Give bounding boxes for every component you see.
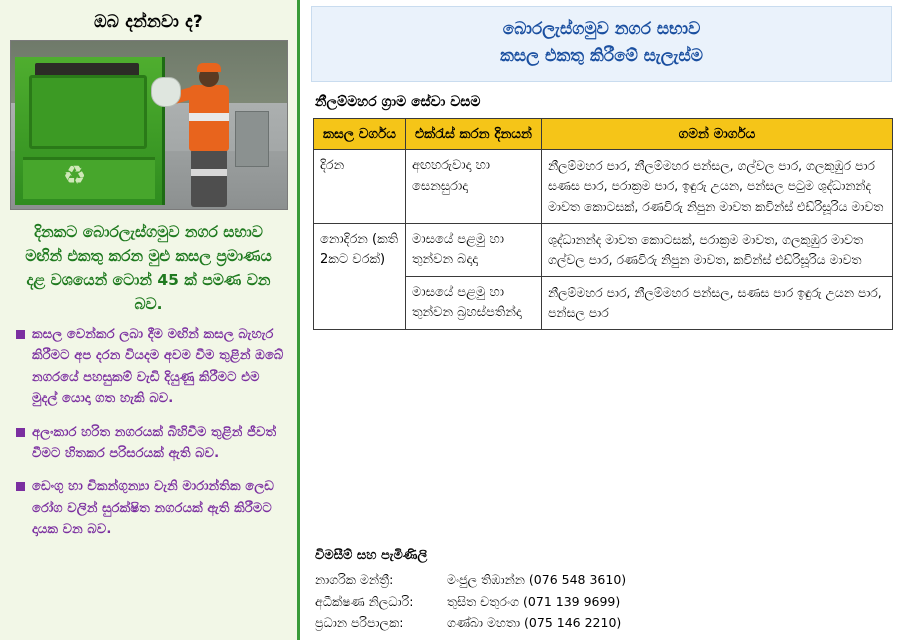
bullet-square-icon [16,428,25,437]
contact-role: නාගරික මන්ත්‍රී: [315,572,394,587]
bullet-square-icon [16,330,25,339]
left-info-panel [0,0,300,640]
photo-worker-leg-stripe [191,169,227,176]
contact-role: ප්‍රධාන පරිපාලක: [315,615,404,630]
photo-worker-cap [197,63,221,72]
cell-waste-type: දිරන [314,150,406,223]
contact-section [315,548,875,634]
contact-row [315,591,875,613]
table-row [314,150,893,223]
cell-route: නීලම්මහර පාර, නීලම්මහර පන්සල, සණස පාර ඉඳුරු උයන පාර, පන්සල පාර [542,276,893,329]
contact-row [315,569,875,591]
page-title-line1: බොරලැස්ගමුව නගර සභාව [502,19,701,39]
column-header-route: ගමන් මාර්ගය [542,119,893,150]
photo-truck-panel [29,75,147,149]
photo-bin [235,111,269,167]
contact-row [315,612,875,634]
column-header-waste-type: කසල වර්ගය [314,119,406,150]
left-panel-lead-text: දිනකට බොරලැස්ගමුව නගර සභාව මඟින් එකතු කරන මුළු කසල ප්‍රමාණය දළ වශයෙන් ටොන් 45 ක් පමණ වන බව. [25,223,272,314]
table-row [314,223,893,276]
photo-truck-hopper [23,157,155,199]
list-item [16,422,285,465]
collection-schedule-table [313,118,893,330]
cell-route: ශුද්ධානන්ද මාවත කොටසක්, පරාක්‍රම මාවත, ගලකුඹුර මාවත ගල්වල පාර, රණවිරු නිපුන මාවත, කවින්ස් එඩ්රිසූරිය මාවත [542,223,893,276]
contact-name: තුසිත චතුරංග (071 139 9699) [447,593,621,609]
cell-route: නීලම්මහර පාර, නීලම්මහර පන්සල, ගල්වල පාර, ගලකුඹුර පාර සණස පාර, පරාක්‍රම පාර, ඉඳුරු උයන, පන්සල පටුම ශුද්ධානන්ද මාවත කොටසක්, රණවිරු නිපුන මාවත කවින්ස් එඩ්රිසූරිය මාවත [542,150,893,223]
list-item [16,476,285,540]
page-title-line2: කසල එකතු කිරීමේ සැලැස්ම [500,46,703,67]
division-subtitle: නීලම්මහර ග්‍රාම සේවා වසම [315,94,481,111]
contact-name: ගණ්බා මහතා (075 146 2210) [447,615,622,630]
photo-truck-body [15,57,165,205]
cell-collection-days: මාසයේ පළමු හා තුන්වන බ්‍රහස්පතින්දා [406,276,542,329]
right-schedule-panel [303,0,900,640]
contact-section-title: විමසීම් සහ පැමිණිලි [315,548,428,563]
contact-role: අධීක්ෂණ නිලධාරි: [315,593,414,609]
cell-collection-days: මාසයේ පළමු හා තුන්වන බදාදා [406,223,542,276]
photo-garbage-bag [151,77,181,107]
photo-worker-vest-stripe [189,113,229,121]
list-item-label: කසල වෙන්කර ලබා දීම මඟින් කසල බැහැර කිරීමට අප දරන වියදම අවම වීම තුළින් ඔබේ නගරයේ පහසුකම් වැඩි දියුණු කිරීමට එම මුදල් යොදා ගත හැකි බව. [32,327,284,407]
photo-worker-legs [191,149,227,207]
recycle-icon: ♻ [63,161,87,191]
list-item-label: ඩෙංගු හා චිකන්ගුන්‍යා වැනි මාරාන්තික ලෙඩ රෝග වලින් සුරක්ෂිත නගරයක් ඇති කිරීමට දායක වන බව. [32,479,275,538]
contact-name: මංජුල තිඹාන්න (076 548 3610) [447,572,627,587]
table-header-row [314,119,893,150]
list-item-label: අලංකාර හරිත නගරයක් බිහිවීම තුළින් ජීවත් වීමට හිතකර පරිසරයක් ඇති බව. [32,424,277,461]
cell-waste-type: නොදිරන (කති 2කට වරක්) [314,223,406,330]
cell-collection-days: අඟහරුවාදා හා සෙනසුරාදා [406,150,542,223]
bullet-square-icon [16,482,25,491]
list-item [16,324,285,410]
left-panel-title: ඔබ දන්නවා ද? [94,12,203,32]
garbage-truck-worker-photo [10,40,288,210]
benefits-list [16,324,285,540]
page-title [311,6,892,82]
column-header-collection-days: එක්රැස් කරන දිනයන් [406,119,542,150]
